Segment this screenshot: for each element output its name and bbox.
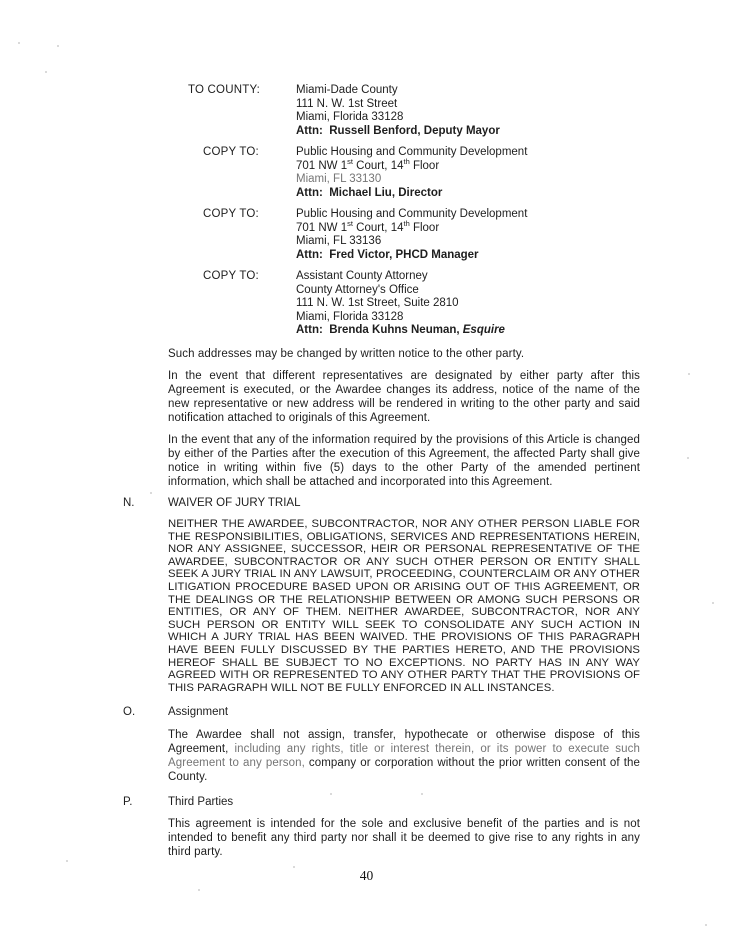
address-block (168, 146, 640, 200)
scan-speck (421, 793, 423, 795)
address-line: Miami, FL 33130 (296, 173, 382, 185)
section-p-body: This agreement is intended for the sole and exclusive benefit of the parties and is not intended to benefit any third party nor shall it be deemed to give rise to any rights in any third party. (168, 818, 640, 859)
section-o-body: The Awardee shall not assign, transfer, hypothecate or otherwise dispose of this Agreement, including any rights, title or interest therein, or its power to execute such Agreement to any person, company or corporation without the prior written consent of the County. (168, 728, 640, 783)
paragraph-address-change-note: Such addresses may be changed by written notice to the other party. (168, 347, 525, 360)
scan-speck (687, 457, 689, 459)
scan-speck (45, 71, 47, 73)
scan-speck (18, 42, 20, 44)
section-p-heading: Third Parties (168, 795, 234, 808)
address-content (296, 146, 640, 200)
section-n-body: NEITHER THE AWARDEE, SUBCONTRACTOR, NOR ANY OTHER PERSON LIABLE FOR THE RESPONSIBILITIES, OBLIGATIONS, SERVICES AND REPRESENTATIONS HEREIN, NOR ANY ASSIGNEE, SUCCESSOR, HEIR OR PERSONAL REPRESENTATIVE OF THE AWARDEE, SUBCONTRACTOR OR ANY SUCH OTHER PERSON OR ENTITY SHALL SEEK A JURY TRIAL IN ANY LAWSUIT, PROCEEDING, COUNTERCLAIM OR ANY OTHER LITIGATION PROCEDURE BASED UPON OR ARISING OUT OF THIS AGREEMENT, OR THE DEALINGS OR THE RELATIONSHIP BETWEEN OR AMONG SUCH PERSONS OR ENTITIES, OR ANY OF THEM. NEITHER AWARDEE, SUBCONTRACTOR, NOR ANY SUCH PERSON OR ENTITY WILL SEEK TO CONSOLIDATE ANY SUCH ACTION IN WHICH A JURY TRIAL HAS BEEN WAIVED. THE PROVISIONS OF THIS PARAGRAPH HAVE BEEN FULLY DISCUSSED BY THE PARTIES HERETO, AND THE PROVISIONS HEREOF SHALL BE SUBJECT TO NO EXCEPTIONS. NO PARTY HAS IN ANY WAY AGREED WITH OR REPRESENTED TO ANY OTHER PARTY THAT THE PROVISIONS OF THIS PARAGRAPH WILL NOT BE FULLY ENFORCED IN ALL INSTANCES. (168, 518, 640, 694)
scan-speck (688, 373, 690, 375)
address-attn-line: Attn: Fred Victor, PHCD Manager (296, 248, 479, 261)
address-content (296, 270, 640, 338)
address-line: County Attorney's Office (296, 283, 419, 296)
address-block (168, 208, 640, 262)
scan-speck (150, 492, 152, 494)
address-block (168, 270, 640, 338)
address-content (296, 84, 640, 138)
scan-speck (705, 924, 707, 926)
address-line: 111 N. W. 1st Street (296, 97, 398, 110)
scan-speck (57, 45, 59, 47)
scan-speck (293, 866, 295, 868)
scan-speck (330, 793, 332, 795)
scan-speck (712, 602, 714, 604)
address-attn-line: Attn: Brenda Kuhns Neuman, Esquire (296, 324, 505, 336)
paragraph-information-change: In the event that any of the information required by the provisions of this Article is changed by either of the Parties after the execution of this Agreement, the affected Party shall give notice in writing within five (5) days to the other Party of the amended pertinent information, which shall be attached and incorporated into this Agreement. (168, 433, 640, 488)
address-line: Miami-Dade County (296, 84, 398, 96)
address-line: Public Housing and Community Development (296, 146, 528, 158)
address-line: Miami, Florida 33128 (296, 111, 404, 123)
section-p-letter: P. (123, 795, 133, 808)
address-line: Miami, Florida 33128 (296, 310, 404, 323)
section-n-letter: N. (123, 496, 135, 509)
section-n-heading: WAIVER OF JURY TRIAL (168, 496, 301, 509)
address-line: Miami, FL 33136 (296, 235, 382, 247)
section-o-letter: O. (123, 706, 136, 719)
address-line: 111 N. W. 1st Street, Suite 2810 (296, 297, 459, 309)
address-block (168, 84, 640, 138)
address-label: TO COUNTY: (188, 84, 261, 96)
address-line: Public Housing and Community Development (296, 208, 528, 220)
notice-address-section (168, 84, 640, 338)
address-line: 701 NW 1st Court, 14th Floor (296, 218, 440, 234)
address-label: COPY TO: (203, 208, 259, 220)
scan-speck (66, 860, 68, 862)
paragraph-representatives: In the event that different representatives are designated by either party after this Agreement is executed, or the Awardee changes its address, notice of the name of the new representative or new address will be rendered in writing to the other party and said notification attached to originals of this Agreement. (168, 369, 640, 424)
address-label: COPY TO: (203, 270, 259, 282)
section-o-heading: Assignment (168, 706, 229, 719)
address-content (296, 208, 640, 262)
address-attn-line: Attn: Russell Benford, Deputy Mayor (296, 124, 500, 137)
address-line: Assistant County Attorney (296, 270, 428, 282)
address-line: 701 NW 1st Court, 14th Floor (296, 156, 440, 172)
section-o (123, 706, 640, 784)
page-number: 40 (359, 868, 374, 883)
scan-speck (198, 889, 200, 891)
section-p (123, 795, 640, 860)
section-n (123, 496, 640, 695)
address-attn-line: Attn: Michael Liu, Director (296, 186, 443, 199)
page-content (123, 84, 640, 871)
address-label: COPY TO: (203, 146, 259, 158)
